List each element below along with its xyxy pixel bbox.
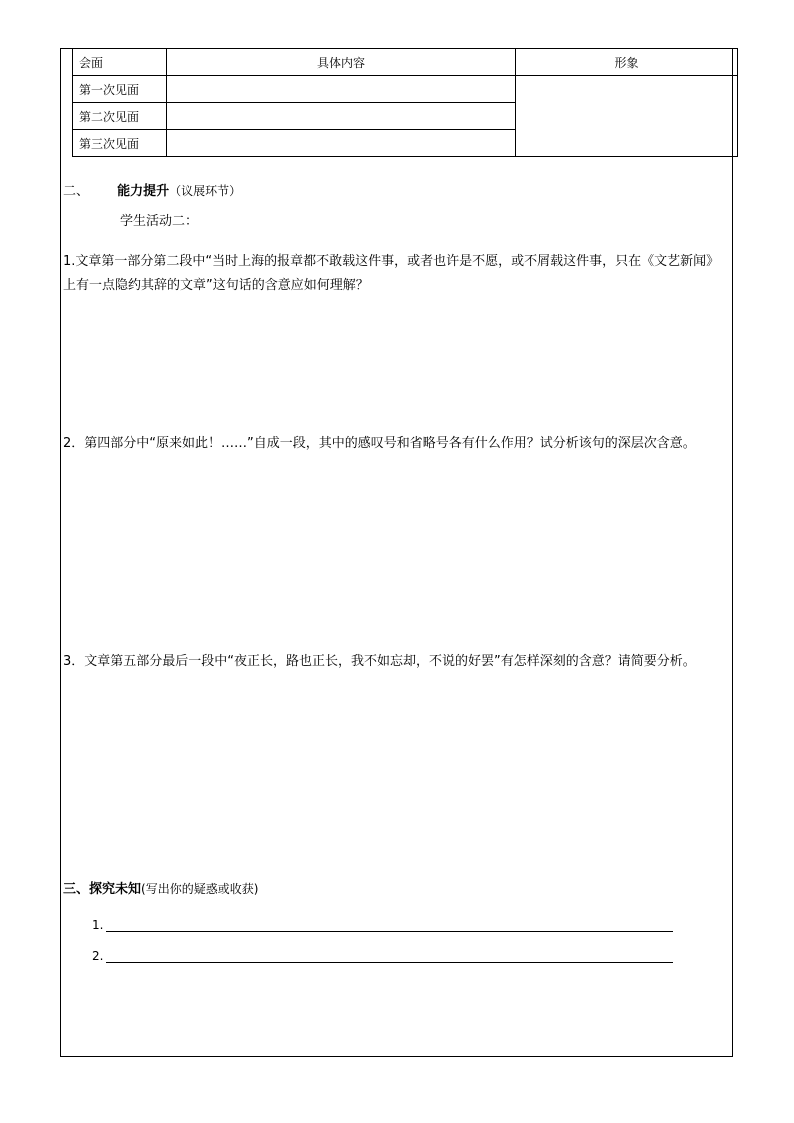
row-label-second: 第二次见面 (73, 103, 167, 130)
section2-subtitle: （议展环节） (169, 184, 242, 198)
section2-number: 二、 (63, 184, 90, 199)
activity-label: 学生活动二： (120, 214, 199, 229)
table-header-row (73, 49, 738, 76)
content-cell-third[interactable] (167, 130, 516, 157)
section3-title: 三、探究未知 (63, 882, 142, 897)
page-border (60, 48, 733, 1057)
answer-label-1: 1. (92, 918, 104, 932)
section2-heading (63, 180, 241, 199)
row-label-first: 第一次见面 (73, 76, 167, 103)
answer-line-1[interactable] (106, 931, 673, 932)
content-cell-first[interactable] (167, 76, 516, 103)
question-3: 3．文章第五部分最后一段中“夜正长，路也正长，我不如忘却，不说的好罢”有怎样深刻的含意？请简要分析。 (63, 654, 696, 669)
header-meeting: 会面 (73, 49, 167, 76)
question-2: 2．第四部分中“原来如此！……”自成一段，其中的感叹号和省略号各有什么作用？试分析该句的深层次含意。 (63, 436, 696, 451)
header-image: 形象 (516, 49, 738, 76)
section3-subtitle: (写出你的疑惑或收获) (141, 882, 259, 896)
section2-title: 能力提升 (117, 184, 170, 199)
question-1: 1.文章第一部分第二段中“当时上海的报章都不敢载这件事，或者也许是不愿，或不屑载这件事，只在《文艺新闻》上有一点隐约其辞的文章”这句话的含意应如何理解？ (63, 254, 720, 293)
answer-label-2: 2. (92, 949, 104, 963)
section3-heading (63, 878, 258, 897)
meeting-table (72, 48, 738, 157)
header-content: 具体内容 (167, 49, 516, 76)
content-cell-second[interactable] (167, 103, 516, 130)
table-row (73, 76, 738, 103)
row-label-third: 第三次见面 (73, 130, 167, 157)
image-cell[interactable] (516, 76, 738, 157)
answer-line-2[interactable] (106, 962, 673, 963)
